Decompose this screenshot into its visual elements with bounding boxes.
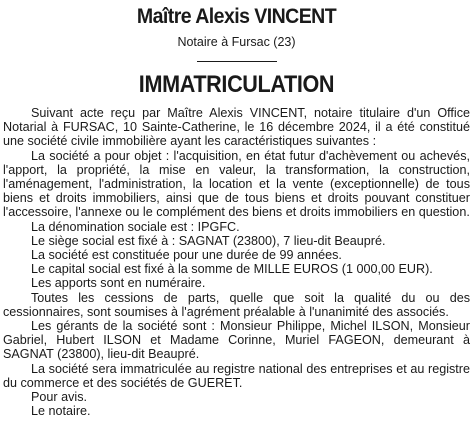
- notice-title: IMMATRICULATION: [138, 71, 335, 98]
- notary-office: Notaire à Fursac (23): [177, 35, 296, 49]
- paragraph-seat: Le siège social est fixé à : SAGNAT (23800), 7 lieu-dit Beaupré.: [31, 233, 386, 248]
- paragraph-transfers: Toutes les cessions de parts, quelle que soit la qualité du ou des cessionnaires, sont soumises à l'agrément préalable à l'unanimité des associés.: [3, 290, 470, 319]
- paragraph-deed: Suivant acte reçu par Maître Alexis VINCENT, notaire titulaire d'un Office Notarial à FURSAC, 10 Sainte-Catherine, le 16 décembre 2024, il a été constitué une société civile immobilière ayant les caractéristiques suivantes :: [3, 106, 470, 149]
- legal-notice: [0, 4, 473, 418]
- paragraph-duration: La société est constituée pour une durée de 99 années.: [31, 248, 342, 263]
- paragraph-pour-avis: Pour avis.: [31, 390, 87, 405]
- paragraph-signature: Le notaire.: [31, 404, 91, 419]
- paragraph-capital: Le capital social est fixé à la somme de MILLE EUROS (1 000,00 EUR).: [31, 262, 433, 277]
- paragraph-registration: La société sera immatriculée au registre national des entreprises et au registre du commerce et des sociétés de GUERET.: [3, 361, 470, 390]
- paragraph-contributions: Les apports sont en numéraire.: [31, 276, 206, 291]
- paragraph-name: La dénomination sociale est : IPGFC.: [31, 219, 240, 234]
- notary-name: Maître Alexis VINCENT: [136, 5, 337, 28]
- divider: [197, 61, 277, 62]
- paragraph-purpose: La société a pour objet : l'acquisition, en état futur d'achèvement ou achevés, l'apport, la propriété, la mise en valeur, la transformation, la construction, l'aménagement, l'administration, la location et la vente (exceptionnelle) de tous biens et droits immobiliers, ainsi que de tous biens et droits pouvant constituer l'accessoire, l'annexe ou le complément des biens et droits immobiliers en question.: [3, 148, 470, 220]
- paragraph-managers: Les gérants de la société sont : Monsieur Philippe, Michel ILSON, Monsieur Gabriel, Hubert ILSON et Madame Corinne, Muriel FAGEON, demeurant à SAGNAT (23800), lieu-dit Beaupré.: [3, 319, 470, 362]
- notice-body: [3, 106, 470, 418]
